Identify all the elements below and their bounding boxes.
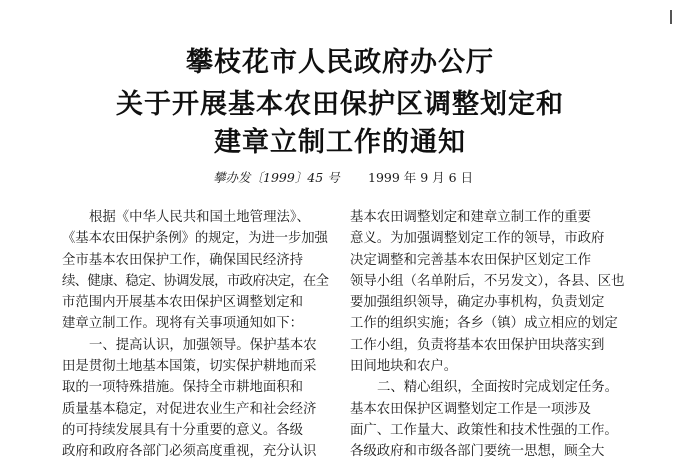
document-date: 1999 年 9 月 6 日 [368,170,474,185]
page-corner-mark [670,10,672,24]
section-heading-line: 二、精心组织，全面按时完成划定任务。 [377,380,619,396]
text-line: 领导小组（名单附后，不另发文），各县、区也 [350,273,625,289]
title-line-2: 关于开展基本农田保护区调整划定和 [116,89,564,120]
text-line: 田间地块和农户。 [350,359,458,375]
text-line: 决定调整和完善基本农田保护区划定工作 [350,252,592,268]
section-heading-line: 一、提高认识，加强领导。保护基本农 [89,337,317,353]
text-line: 工作的组织实施；各乡（镇）成立相应的划定 [350,316,618,332]
text-line: 建章立制工作。现将有关事项通知如下： [62,316,304,332]
text-line: 质量基本稳定，对促进农业生产和社会经济 [62,401,317,417]
text-line: 要加强组织领导，确定办事机构，负责划定 [350,295,605,311]
text-line: 市范围内开展基本农田保护区调整划定和 [62,295,304,311]
text-line: 政府和政府各部门必须高度重视，充分认识 [62,444,317,460]
right-column [350,207,640,463]
text-line: 的可持续发展具有十分重要的意义。各级 [62,422,304,438]
text-line: 根据《中华人民共和国土地管理法》、 [89,210,310,225]
text-line: 续、健康、稳定、协调发展，市政府决定，在全 [62,273,329,289]
text-line: 基本农田保护区调整划定工作是一项涉及 [350,401,592,417]
text-line: 面广、工作量大、政策性和技术性强的工作。 [350,422,618,438]
text-line: 田是贯彻土地基本国策，切实保护耕地而采 [62,359,317,375]
text-line: 取的一项特殊措施。保持全市耕地面积和 [62,380,304,396]
text-line: 意义。为加强调整划定工作的领导，市政府 [350,231,605,247]
text-line: 工作小组，负责将基本农田保护田块落实到 [350,337,605,353]
document-number: 攀办发〔1999〕45 号 [213,170,340,185]
title-line-1: 攀枝花市人民政府办公厅 [186,47,494,78]
text-line: 全市基本农田保护工作，确保国民经济持 [62,252,304,268]
left-column [62,207,328,463]
text-line: 基本农田调整划定和建章立制工作的重要 [350,210,592,225]
title-line-3: 建章立制工作的通知 [214,127,466,158]
text-line: 《基本农田保护条例》的规定，为进一步加强 [62,231,328,247]
text-line: 各级政府和市级各部门要统一思想，顾全大 [350,444,605,460]
